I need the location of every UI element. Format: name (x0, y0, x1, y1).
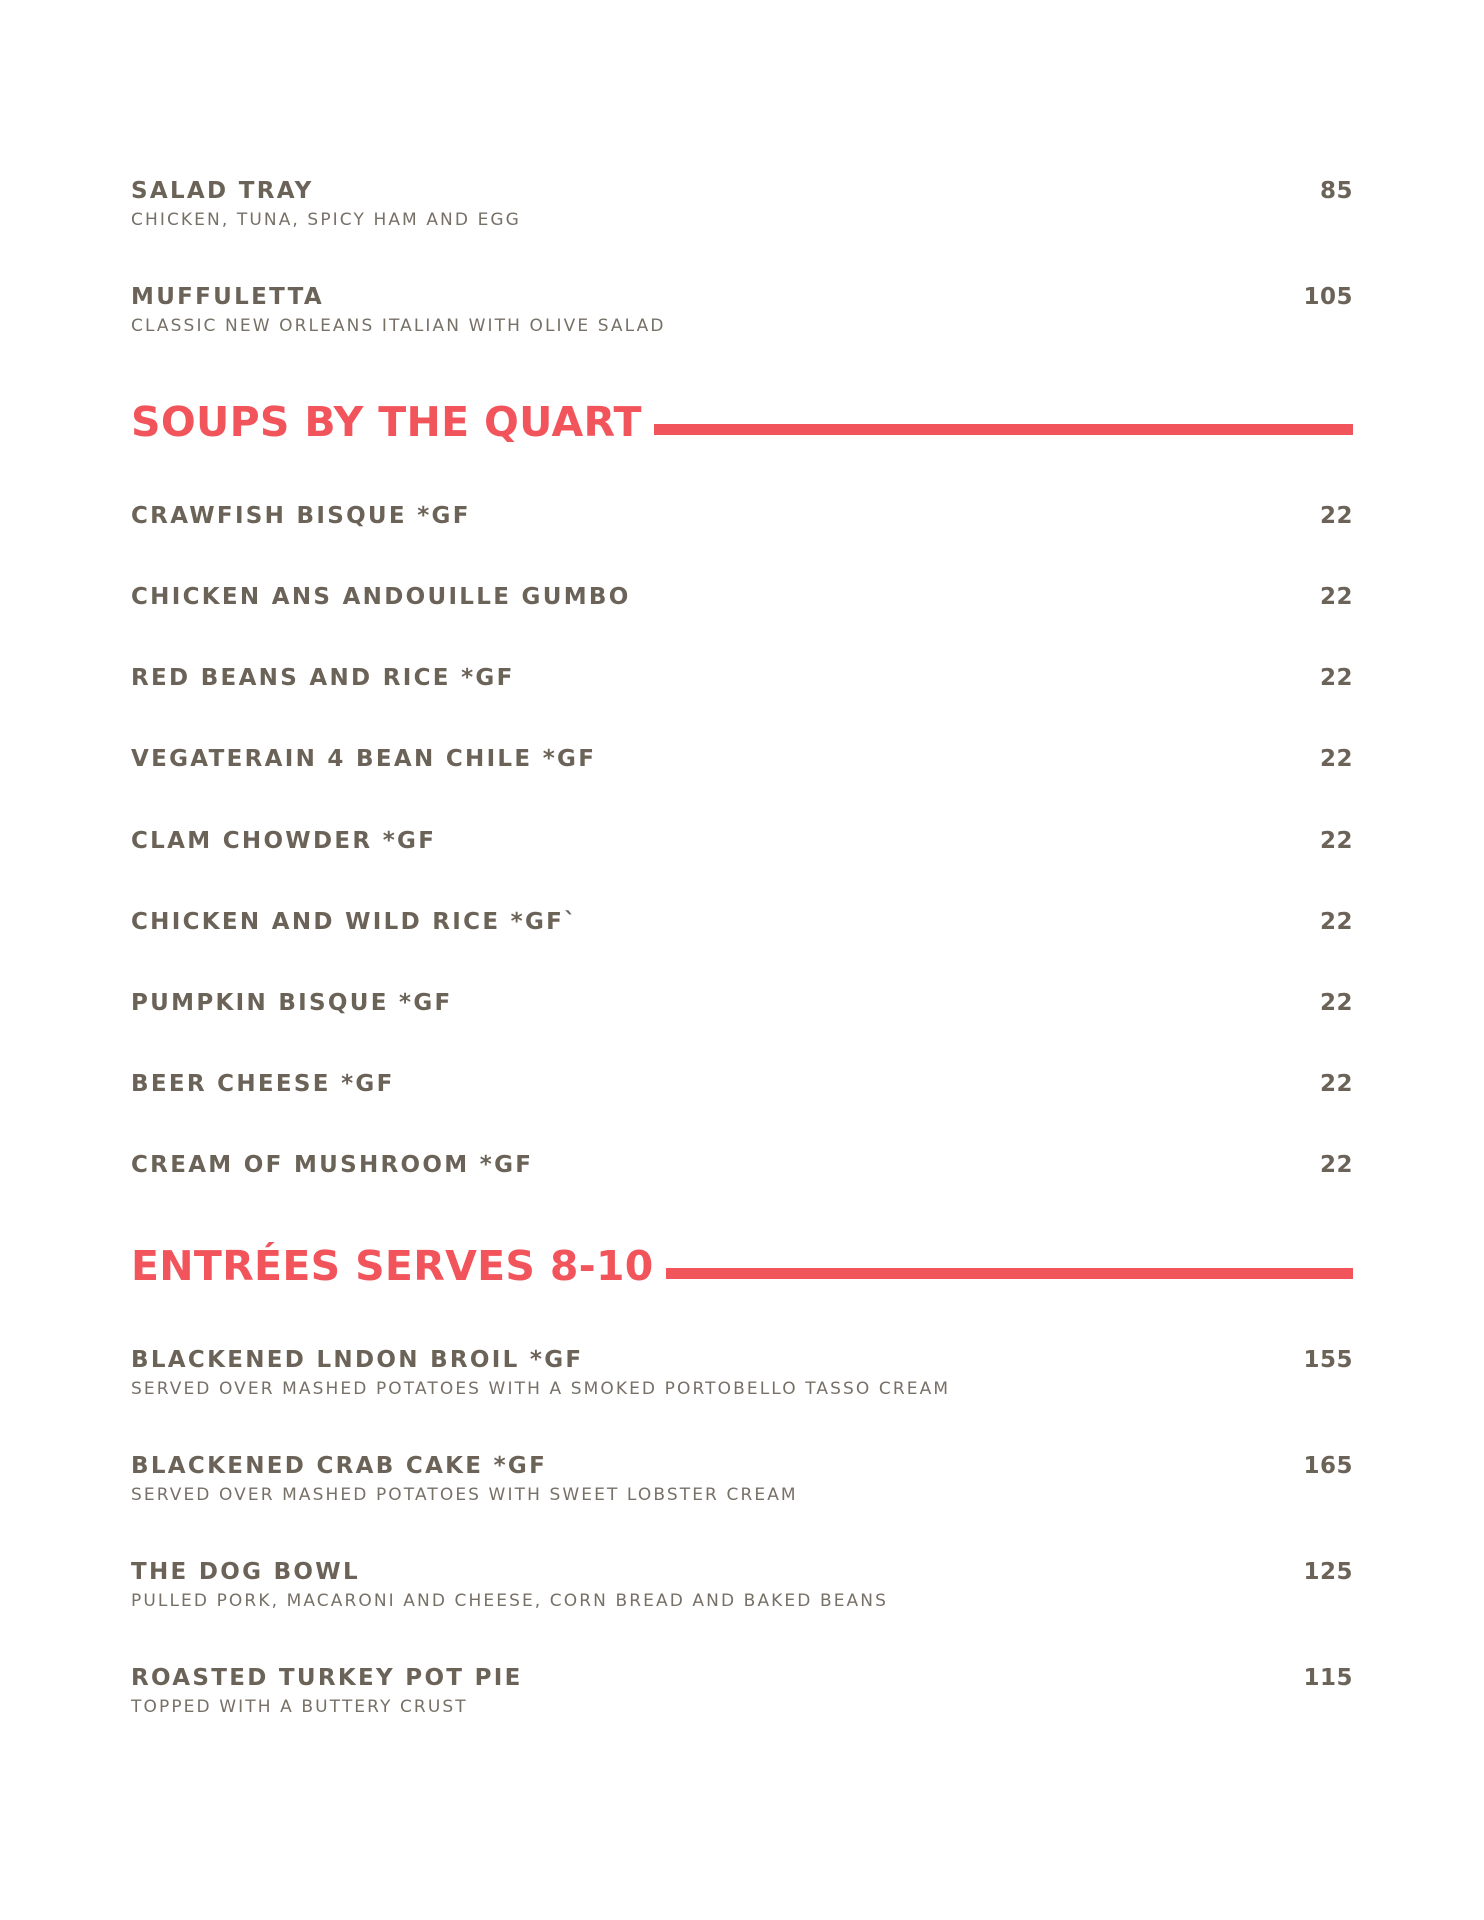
item-price: 22 (1319, 584, 1353, 610)
item-name: BEER CHEESE *GF (131, 1071, 395, 1097)
item-price: 22 (1319, 990, 1353, 1016)
menu-item-soup (131, 990, 1353, 1020)
item-name: MUFFULETTA (131, 284, 324, 310)
item-name: CHICKEN AND WILD RICE *GF` (131, 909, 578, 935)
menu-item-entree (131, 1453, 1353, 1505)
item-price: 85 (1319, 178, 1353, 204)
section-divider (666, 1268, 1353, 1279)
item-price: 105 (1303, 284, 1353, 310)
item-price: 125 (1303, 1559, 1353, 1585)
menu-item-soup (131, 828, 1353, 858)
item-price: 22 (1319, 746, 1353, 772)
menu-item-entree (131, 1559, 1353, 1611)
item-name: ROASTED TURKEY POT PIE (131, 1665, 523, 1691)
menu-item-entree (131, 1665, 1353, 1717)
item-description: SERVED OVER MASHED POTATOES WITH A SMOKED PORTOBELLO TASSO CREAM (131, 1379, 951, 1399)
item-description: TOPPED WITH A BUTTERY CRUST (131, 1697, 468, 1717)
item-name: CRAWFISH BISQUE *GF (131, 503, 471, 529)
menu-item-soup (131, 1152, 1353, 1182)
item-price: 22 (1319, 1071, 1353, 1097)
item-name: PUMPKIN BISQUE *GF (131, 990, 453, 1016)
item-price: 22 (1319, 503, 1353, 529)
menu-item-soup (131, 909, 1353, 939)
item-price: 22 (1319, 1152, 1353, 1178)
menu-item-salad-tray (131, 178, 1353, 230)
item-name: CHICKEN ANS ANDOUILLE GUMBO (131, 584, 631, 610)
item-name: CLAM CHOWDER *GF (131, 828, 437, 854)
section-title: ENTRÉES SERVES 8-10 (131, 1242, 654, 1290)
menu-item-soup (131, 746, 1353, 776)
item-price: 165 (1303, 1453, 1353, 1479)
menu-item-soup (131, 503, 1353, 533)
item-name: THE DOG BOWL (131, 1559, 360, 1585)
item-price: 155 (1303, 1347, 1353, 1373)
section-title: SOUPS BY THE QUART (131, 398, 642, 446)
menu-item-muffuletta (131, 284, 1353, 336)
item-name: BLACKENED CRAB CAKE *GF (131, 1453, 548, 1479)
item-name: BLACKENED LNDON BROIL *GF (131, 1347, 584, 1373)
menu-page (131, 0, 1353, 1920)
item-name: CREAM OF MUSHROOM *GF (131, 1152, 534, 1178)
item-price: 22 (1319, 665, 1353, 691)
item-name: VEGATERAIN 4 BEAN CHILE *GF (131, 746, 597, 772)
section-header-soups (131, 397, 1353, 447)
menu-item-soup (131, 665, 1353, 695)
item-price: 22 (1319, 828, 1353, 854)
section-header-entrees (131, 1241, 1353, 1291)
item-name: SALAD TRAY (131, 178, 314, 204)
menu-item-soup (131, 584, 1353, 614)
item-description: PULLED PORK, MACARONI AND CHEESE, CORN BREAD AND BAKED BEANS (131, 1591, 888, 1611)
item-description: CLASSIC NEW ORLEANS ITALIAN WITH OLIVE SALAD (131, 316, 666, 336)
item-name: RED BEANS AND RICE *GF (131, 665, 515, 691)
item-description: CHICKEN, TUNA, SPICY HAM AND EGG (131, 210, 521, 230)
item-price: 115 (1303, 1665, 1353, 1691)
menu-item-entree (131, 1347, 1353, 1399)
section-divider (654, 424, 1353, 435)
item-price: 22 (1319, 909, 1353, 935)
item-description: SERVED OVER MASHED POTATOES WITH SWEET LOBSTER CREAM (131, 1485, 798, 1505)
menu-item-soup (131, 1071, 1353, 1101)
